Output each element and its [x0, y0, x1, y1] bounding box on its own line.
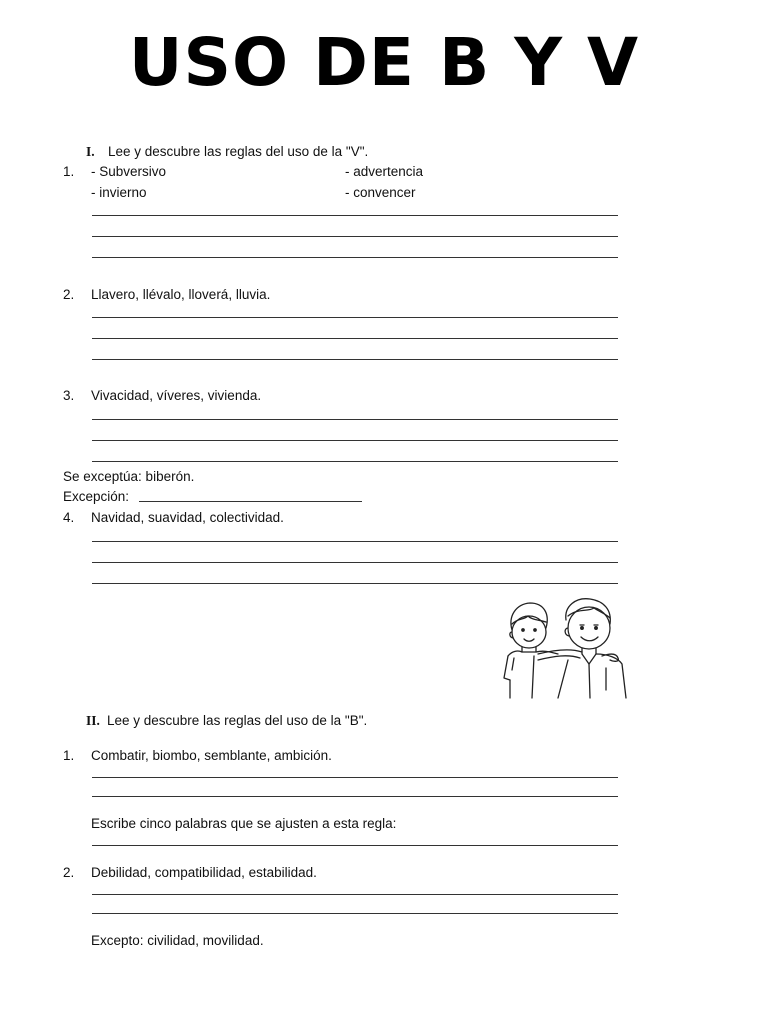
two-boys-illustration-icon: [498, 594, 632, 700]
answer-line[interactable]: [92, 338, 618, 339]
word-advertencia: - advertencia: [345, 164, 424, 179]
word-invierno: - invierno: [91, 185, 147, 200]
section-i-heading: Lee y descubre las reglas del uso de la "V".: [108, 144, 369, 159]
b-item-2-except: Excepto: civilidad, movilidad.: [91, 933, 264, 948]
answer-line[interactable]: [92, 541, 618, 542]
answer-line[interactable]: [92, 562, 618, 563]
item-2-number: 2.: [63, 287, 75, 302]
answer-line[interactable]: [92, 796, 618, 797]
except-note: Se exceptúa: biberón.: [63, 469, 195, 484]
item-2-text: Llavero, llévalo, lloverá, lluvia.: [91, 287, 271, 302]
answer-line[interactable]: [92, 894, 618, 895]
item-1-number: 1.: [63, 164, 75, 179]
item-4-text: Navidad, suavidad, colectividad.: [91, 510, 284, 525]
answer-line[interactable]: [92, 419, 618, 420]
b-item-2-number: 2.: [63, 865, 75, 880]
item-4-number: 4.: [63, 510, 75, 525]
page-title: USO DE B Y V: [128, 24, 640, 101]
word-convencer: - convencer: [345, 185, 416, 200]
section-i-numeral: I.: [86, 144, 95, 159]
answer-line[interactable]: [92, 440, 618, 441]
answer-line[interactable]: [92, 845, 618, 846]
b-item-2-text: Debilidad, compatibilidad, estabilidad.: [91, 865, 317, 880]
answer-line[interactable]: [92, 236, 618, 237]
exception-line[interactable]: [139, 501, 362, 502]
b-item-1-text: Combatir, biombo, semblante, ambición.: [91, 748, 332, 763]
answer-line[interactable]: [92, 257, 618, 258]
section-ii-heading: Lee y descubre las reglas del uso de la "B".: [107, 713, 368, 728]
exception-label: Excepción:: [63, 489, 130, 504]
item-3-number: 3.: [63, 388, 75, 403]
item-3-text: Vivacidad, víveres, vivienda.: [91, 388, 262, 403]
section-ii-numeral: II.: [86, 713, 100, 728]
answer-line[interactable]: [92, 913, 618, 914]
word-subversivo: - Subversivo: [91, 164, 167, 179]
b-item-1-prompt: Escribe cinco palabras que se ajusten a esta regla:: [91, 816, 397, 831]
answer-line[interactable]: [92, 317, 618, 318]
b-item-1-number: 1.: [63, 748, 75, 763]
answer-line[interactable]: [92, 777, 618, 778]
answer-line[interactable]: [92, 583, 618, 584]
answer-line[interactable]: [92, 215, 618, 216]
answer-line[interactable]: [92, 461, 618, 462]
answer-line[interactable]: [92, 359, 618, 360]
